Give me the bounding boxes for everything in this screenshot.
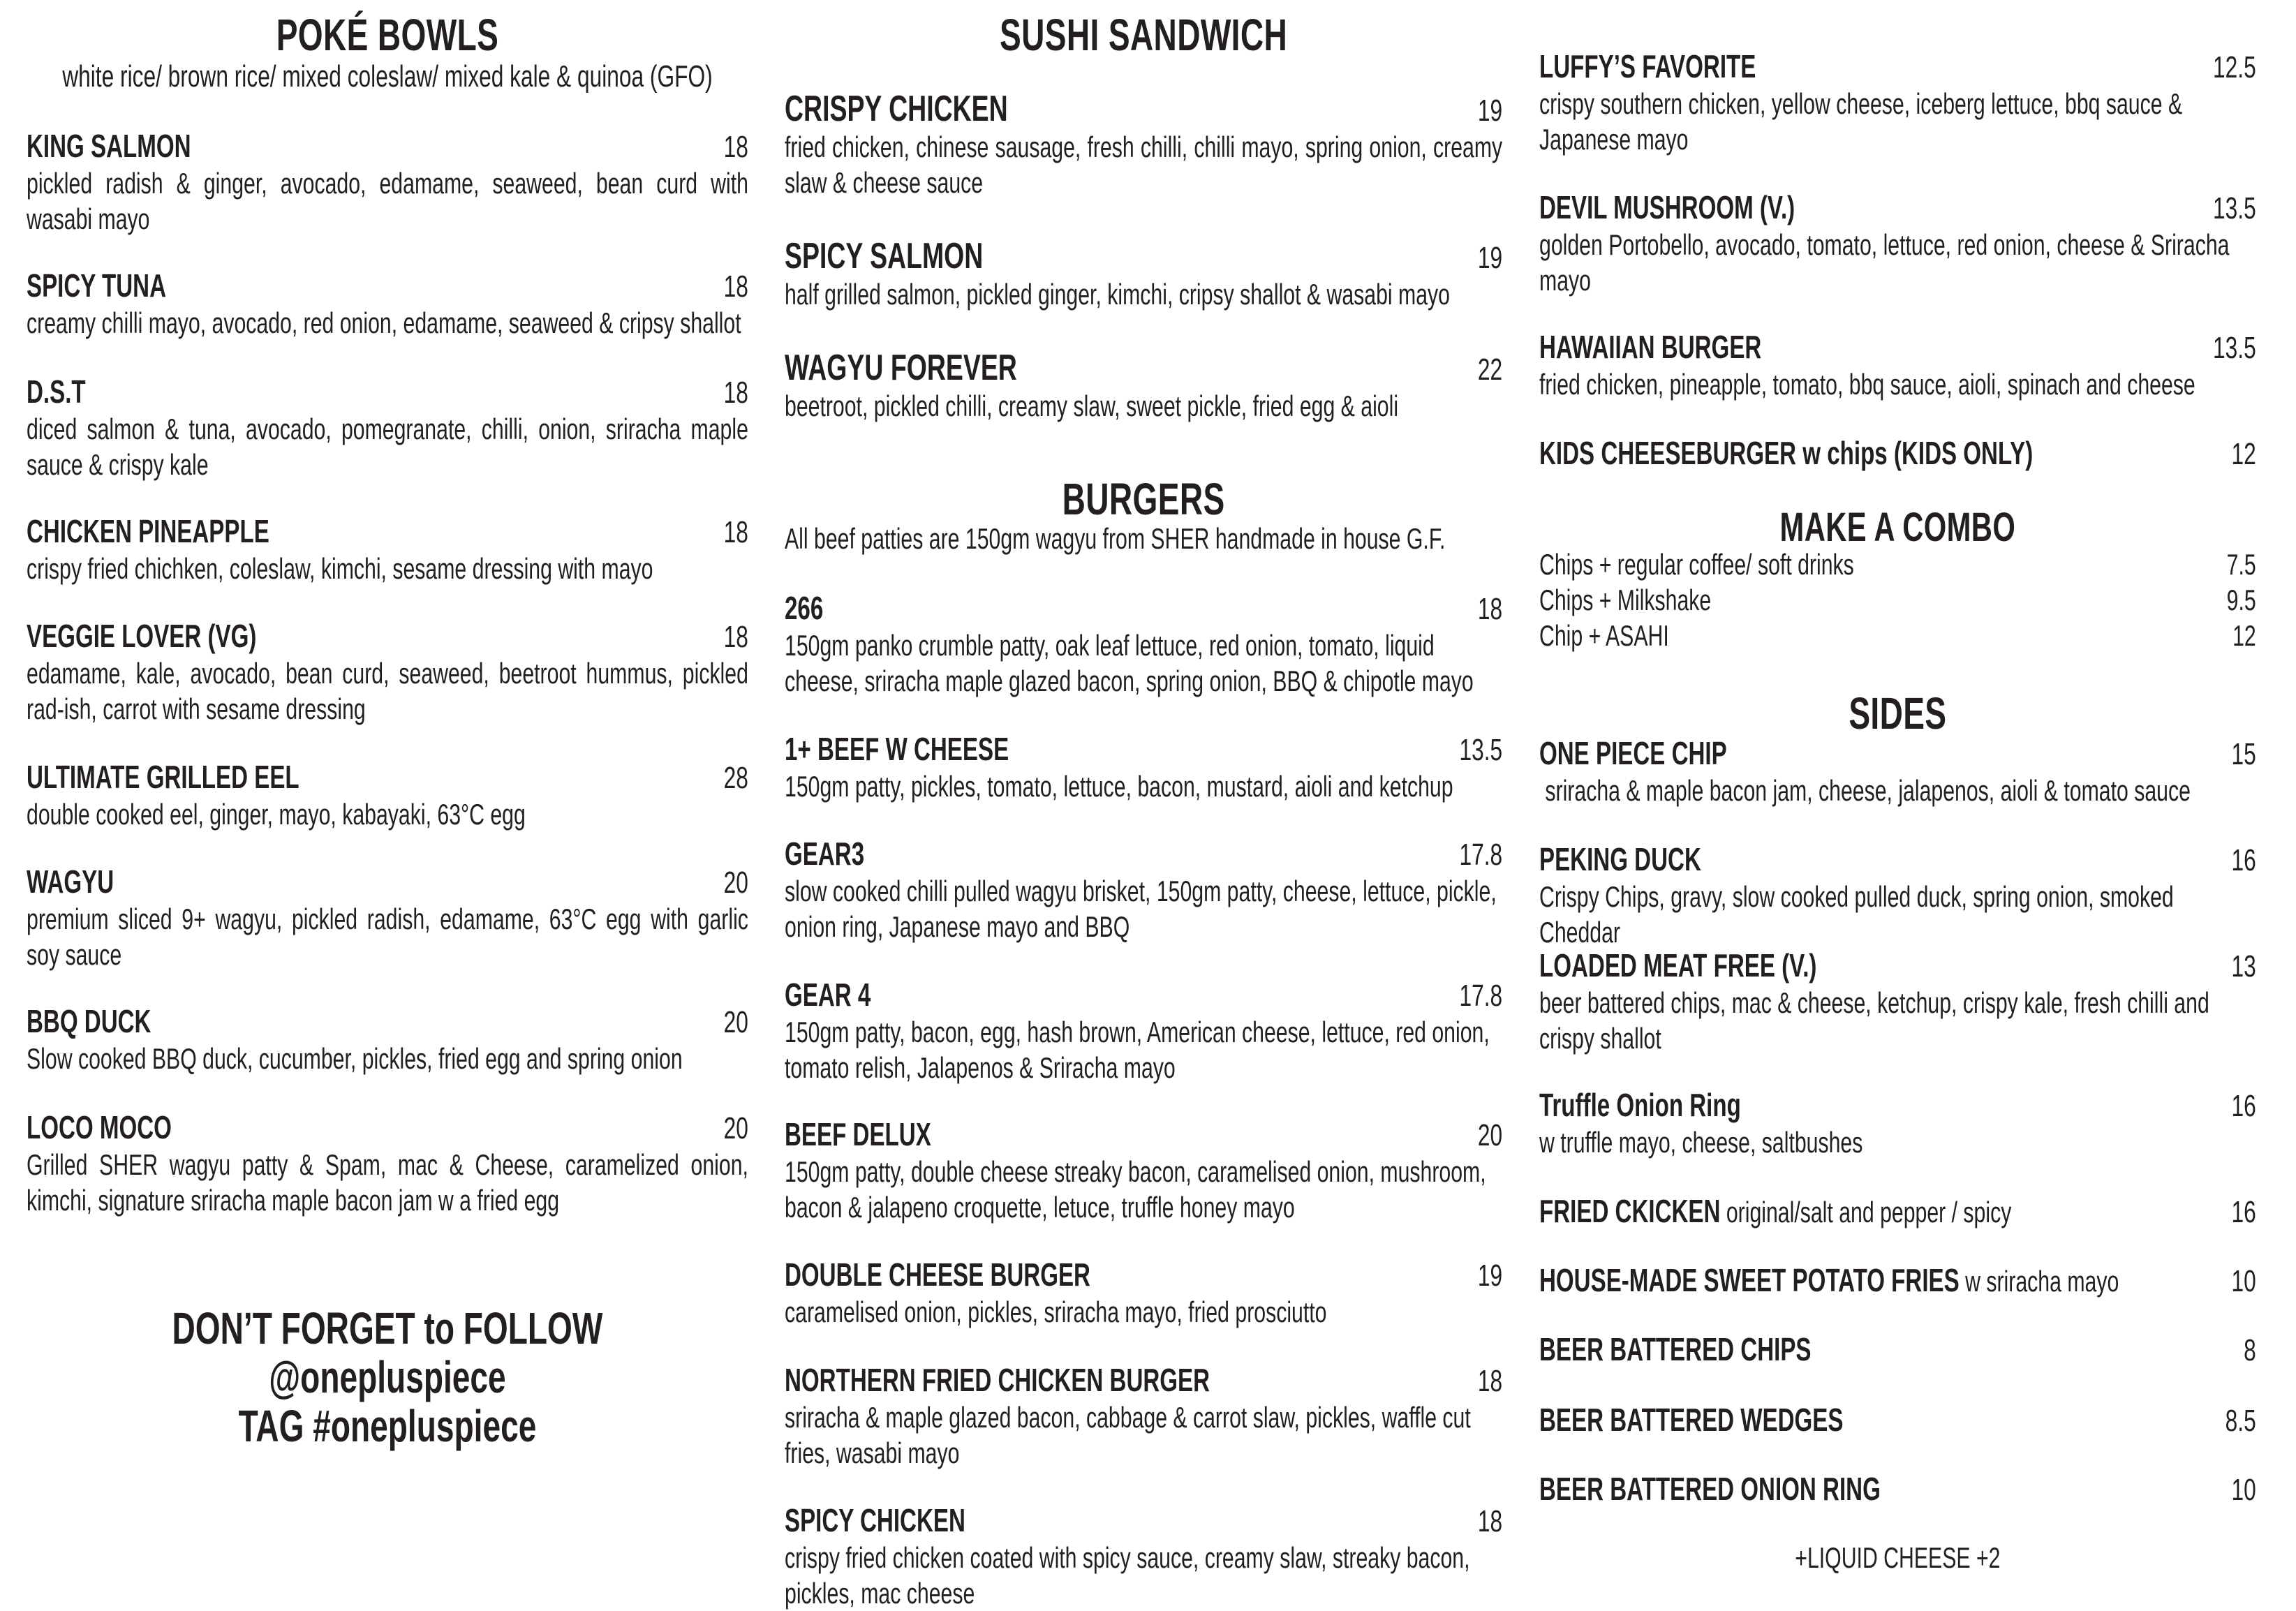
item-description: beetroot, pickled chilli, creamy slaw, sweet pickle, fried egg & aioli	[785, 389, 1399, 422]
item-price: 18	[723, 515, 748, 549]
section-title-sushi-sandwich: SUSHI SANDWICH	[1000, 10, 1288, 60]
item-description: crispy fried chichken, coleslaw, kimchi, sesame dressing with mayo	[27, 552, 653, 585]
item-description: crispy fried chicken coated with spicy sauce, creamy slaw, streaky bacon, pickles, mac cheese	[785, 1541, 1470, 1610]
section-title-burgers: BURGERS	[1062, 474, 1225, 524]
item-name: HOUSE-MADE SWEET POTATO FRIES	[1539, 1262, 1960, 1298]
combo-name: Chips + Milkshake	[1539, 584, 1712, 616]
item-description: creamy chilli mayo, avocado, red onion, edamame, seaweed & cripsy shallot	[27, 306, 741, 339]
menu-item	[1539, 48, 2256, 157]
item-price: 18	[1477, 1504, 1503, 1538]
item-price: 20	[1477, 1118, 1503, 1152]
item-name: SPICY TUNA	[27, 267, 166, 304]
item-name: BBQ DUCK	[27, 1003, 151, 1039]
item-price: 22	[1477, 352, 1503, 387]
section-title-poke-bowls: POKÉ BOWLS	[276, 10, 499, 60]
item-name: 1+ BEEF W CHEESE	[785, 731, 1009, 767]
liquid-cheese-addon: +LIQUID CHEESE +2	[1795, 1541, 2001, 1574]
item-description: Slow cooked BBQ duck, cucumber, pickles, fried egg and spring onion	[27, 1042, 683, 1075]
item-price: 20	[723, 1111, 748, 1145]
item-name: NORTHERN FRIED CHICKEN BURGER	[785, 1362, 1210, 1398]
item-description: Grilled SHER wagyu patty & Spam, mac & Cheese, caramelized onion, kimchi, signature sriracha maple bacon jam w a fried egg	[27, 1148, 748, 1217]
item-name: 266	[785, 590, 824, 626]
item-name: DOUBLE CHEESE BURGER	[785, 1256, 1090, 1293]
item-name: BEER BATTERED CHIPS	[1539, 1331, 1812, 1367]
item-price: 13.5	[1459, 733, 1503, 767]
menu-item	[1539, 947, 2256, 1056]
item-name: CRISPY CHICKEN	[785, 89, 1008, 129]
item-price: 12	[2231, 437, 2256, 471]
item-description: diced salmon & tuna, avocado, pomegranate, chilli, onion, sriracha maple sauce & crispy kale	[27, 413, 748, 481]
item-description: fried chicken, chinese sausage, fresh chilli, chilli mayo, spring onion, creamy slaw & cheese sauce	[785, 131, 1503, 199]
menu-item	[27, 759, 748, 832]
item-price: 19	[1477, 1259, 1503, 1293]
combo-price: 7.5	[2226, 548, 2256, 581]
section-title-sides: SIDES	[1849, 688, 1947, 738]
menu-item	[1539, 189, 2256, 298]
menu-item	[785, 731, 1502, 804]
item-price: 20	[723, 1005, 748, 1039]
menu-item	[1539, 735, 2256, 808]
item-price: 18	[723, 130, 748, 164]
menu-item	[785, 590, 1502, 699]
item-name: PEKING DUCK	[1539, 841, 1701, 877]
item-price: 10	[2231, 1264, 2256, 1298]
menu-item	[1539, 1402, 2256, 1439]
menu-item	[785, 836, 1502, 944]
menu-item	[1539, 329, 2256, 402]
item-note: original/salt and pepper / spicy	[1720, 1196, 2012, 1228]
item-name: ULTIMATE GRILLED EEL	[27, 759, 299, 795]
item-description: 150gm patty, bacon, egg, hash brown, American cheese, lettuce, red onion, tomato relish, Jalapenos & Sriracha mayo	[785, 1016, 1490, 1084]
poke-bowls-base-options: white rice/ brown rice/ mixed coleslaw/ mixed kale & quinoa (GFO)	[62, 59, 713, 94]
menu-item	[27, 373, 748, 482]
item-price: 19	[1477, 241, 1503, 275]
item-price: 8.5	[2225, 1404, 2256, 1438]
item-name: SPICY CHICKEN	[785, 1502, 965, 1538]
item-description: premium sliced 9+ wagyu, pickled radish, edamame, 63°C egg with garlic soy sauce	[27, 903, 748, 971]
item-name: GEAR3	[785, 836, 865, 872]
item-note: w sriracha mayo	[1959, 1265, 2119, 1298]
combo-price: 9.5	[2226, 584, 2256, 616]
menu-item	[785, 1502, 1502, 1611]
item-name: VEGGIE LOVER (VG)	[27, 618, 257, 654]
menu-item	[27, 1109, 748, 1218]
menu-item	[27, 618, 748, 727]
menu-item	[785, 1256, 1502, 1330]
item-name: GEAR 4	[785, 977, 871, 1013]
item-description: slow cooked chilli pulled wagyu brisket, 150gm patty, cheese, lettuce, pickle, onion ring, Japanese mayo and BBQ	[785, 875, 1497, 943]
hashtag-line: TAG #onepluspiece	[238, 1401, 537, 1451]
item-name: BEEF DELUX	[785, 1116, 931, 1152]
menu-item	[27, 513, 748, 586]
menu-item	[1539, 435, 2256, 473]
menu-item	[1539, 1471, 2256, 1508]
item-price: 13.5	[2213, 331, 2256, 365]
menu-item	[27, 267, 748, 341]
item-description: w truffle mayo, cheese, saltbushes	[1539, 1126, 1863, 1159]
combo-name: Chip + ASAHI	[1539, 619, 1669, 652]
item-description: 150gm patty, pickles, tomato, lettuce, bacon, mustard, aioli and ketchup	[785, 770, 1453, 803]
column-burgers-combo-sides	[1539, 0, 2256, 1608]
item-price: 18	[723, 376, 748, 410]
combo-name: Chips + regular coffee/ soft drinks	[1539, 548, 1854, 581]
item-price: 17.8	[1459, 838, 1503, 872]
item-description: half grilled salmon, pickled ginger, kimchi, cripsy shallot & wasabi mayo	[785, 278, 1450, 311]
item-name: KIDS CHEESEBURGER w chips (KIDS ONLY)	[1539, 435, 2034, 471]
item-description: Crispy Chips, gravy, slow cooked pulled duck, spring onion, smoked Cheddar	[1539, 880, 2174, 949]
item-description: double cooked eel, ginger, mayo, kabayaki, 63°C egg	[27, 798, 526, 831]
menu-item	[1539, 1193, 2256, 1231]
social-promo	[27, 1304, 748, 1450]
item-name: DEVIL MUSHROOM (V.)	[1539, 189, 1795, 225]
item-price: 20	[723, 866, 748, 900]
burgers-intro: All beef patties are 150gm wagyu from SHER handmade in house G.F.	[785, 522, 1446, 555]
item-price: 12.5	[2213, 50, 2256, 84]
item-price: 10	[2231, 1473, 2256, 1507]
item-price: 19	[1477, 94, 1503, 128]
item-name: D.S.T	[27, 373, 86, 410]
item-description: sriracha & maple bacon jam, cheese, jalapenos, aioli & tomato sauce	[1539, 774, 2191, 807]
column-poke-bowls	[27, 0, 748, 1608]
item-description: crispy southern chicken, yellow cheese, iceberg lettuce, bbq sauce & Japanese mayo	[1539, 87, 2183, 156]
item-description: beer battered chips, mac & cheese, ketchup, crispy kale, fresh chilli and crispy shallot	[1539, 986, 2209, 1055]
item-name: BEER BATTERED WEDGES	[1539, 1402, 1844, 1438]
item-description: 150gm patty, double cheese streaky bacon, caramelised onion, mushroom, bacon & jalapeno croquette, letuce, truffle honey mayo	[785, 1155, 1486, 1224]
item-name: HAWAIIAN BURGER	[1539, 329, 1762, 365]
item-price: 16	[2231, 1089, 2256, 1123]
menu-item	[785, 89, 1502, 200]
menu-item	[785, 1116, 1502, 1225]
menu-item	[785, 348, 1502, 424]
menu-item	[785, 977, 1502, 1085]
combo-item	[1539, 618, 2256, 653]
menu-item	[1539, 841, 2256, 950]
item-price: 13	[2231, 949, 2256, 983]
item-description: edamame, kale, avocado, bean curd, seaweed, beetroot hummus, pickled rad-ish, carrot with sesame dressing	[27, 657, 748, 725]
item-price: 18	[723, 620, 748, 654]
item-name: BEER BATTERED ONION RING	[1539, 1471, 1881, 1507]
item-description: pickled radish & ginger, avocado, edamame, seaweed, bean curd with wasabi mayo	[27, 167, 748, 235]
menu-item	[1539, 1087, 2256, 1160]
item-description: caramelised onion, pickles, sriracha mayo, fried prosciutto	[785, 1296, 1327, 1328]
menu-item	[1539, 1331, 2256, 1369]
column-sushi-burgers	[785, 0, 1502, 1608]
item-name: ONE PIECE CHIP	[1539, 735, 1727, 771]
item-price: 17.8	[1459, 979, 1503, 1013]
menu-item	[1539, 1262, 2256, 1300]
item-price: 18	[1477, 592, 1503, 626]
instagram-handle: @onepluspiece	[269, 1352, 506, 1402]
item-price: 16	[2231, 843, 2256, 877]
item-name: CHICKEN PINEAPPLE	[27, 513, 269, 549]
item-description: golden Portobello, avocado, tomato, lettuce, red onion, cheese & Sriracha mayo	[1539, 228, 2230, 297]
item-price: 28	[723, 761, 748, 795]
item-name: WAGYU FOREVER	[785, 348, 1017, 388]
item-description: 150gm panko crumble patty, oak leaf lettuce, red onion, tomato, liquid cheese, sriracha maple glazed bacon, spring onion, BBQ & chipotle mayo	[785, 629, 1474, 697]
combo-list	[1539, 547, 2256, 653]
item-name: LUFFY’S FAVORITE	[1539, 48, 1756, 84]
menu-item	[785, 237, 1502, 312]
menu-item	[785, 1362, 1502, 1471]
promo-follow-line: DON’T FORGET to FOLLOW	[172, 1303, 603, 1353]
item-price: 15	[2231, 737, 2256, 771]
combo-item	[1539, 547, 2256, 582]
menu-item	[27, 1003, 748, 1076]
item-price: 8	[2244, 1333, 2256, 1367]
item-price: 13.5	[2213, 191, 2256, 225]
item-price: 16	[2231, 1195, 2256, 1229]
item-name: LOCO MOCO	[27, 1109, 172, 1145]
item-name: FRIED CKICKEN	[1539, 1193, 1721, 1229]
item-description: fried chicken, pineapple, tomato, bbq sauce, aioli, spinach and cheese	[1539, 368, 2195, 401]
combo-price: 12	[2232, 619, 2256, 652]
item-price: 18	[723, 269, 748, 304]
item-name: KING SALMON	[27, 128, 191, 164]
item-price: 18	[1477, 1364, 1503, 1398]
item-name: Truffle Onion Ring	[1539, 1087, 1741, 1123]
combo-item	[1539, 582, 2256, 618]
menu-item	[27, 863, 748, 972]
item-description: sriracha & maple glazed bacon, cabbage & carrot slaw, pickles, waffle cut fries, wasabi mayo	[785, 1401, 1471, 1469]
item-name: LOADED MEAT FREE (V.)	[1539, 947, 1817, 983]
section-title-make-a-combo: MAKE A COMBO	[1779, 505, 2016, 550]
menu-item	[27, 128, 748, 237]
item-name: SPICY SALMON	[785, 236, 984, 276]
item-name: WAGYU	[27, 863, 114, 900]
